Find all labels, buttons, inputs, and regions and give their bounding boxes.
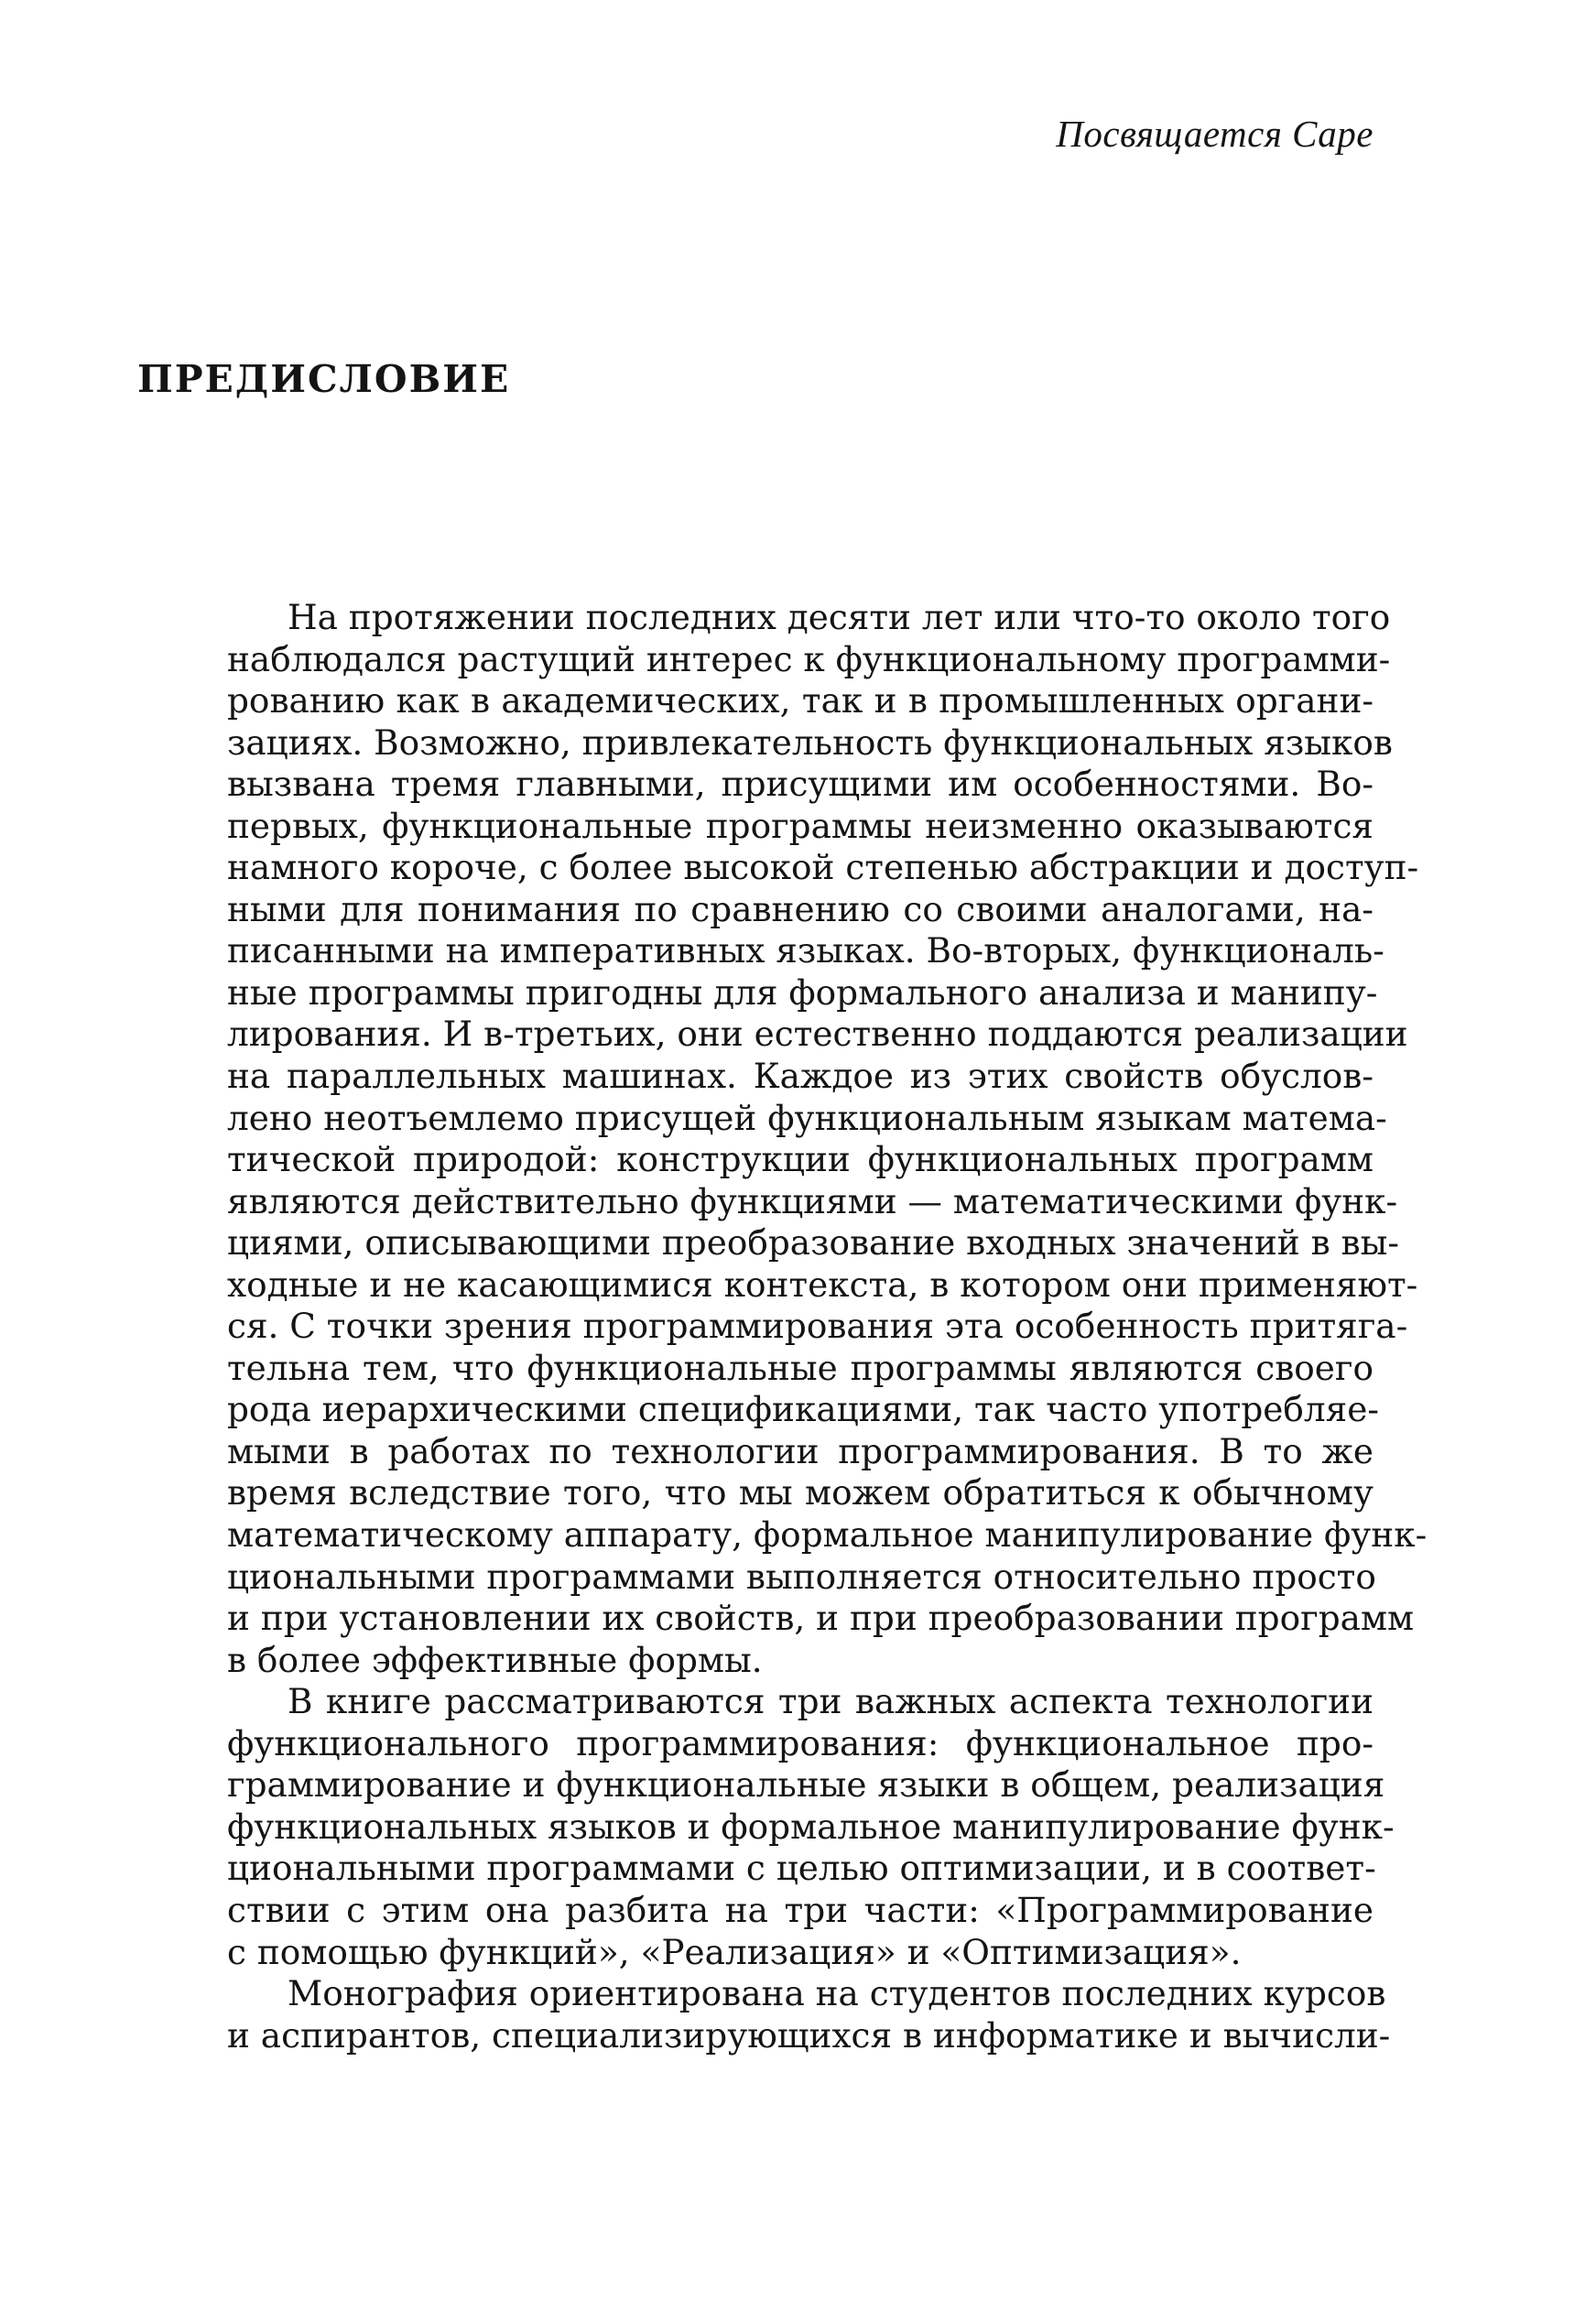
text-line: лирования. И в-третьих, они естественно поддаются реализации <box>227 1014 1408 1055</box>
page-title: ПРЕДИСЛОВИЕ <box>137 357 511 401</box>
dedication: Посвящается Саре <box>1056 113 1373 155</box>
text-line: и при установлении их свойств, и при преобразовании программ <box>227 1598 1415 1639</box>
text-line: рованию как в академических, так и в промышленных органи- <box>227 680 1373 722</box>
text-line: время вследствие того, что мы можем обратиться к обычному <box>227 1472 1373 1514</box>
text-line: математическому аппарату, формальное манипулирование функ- <box>227 1514 1428 1556</box>
text-line: Монография ориентирована на студентов последних курсов <box>288 1973 1386 2014</box>
text-line: на параллельных машинах. Каждое из этих свойств обуслов- <box>227 1056 1373 1097</box>
text-line: тической природой: конструкции функциональных программ <box>227 1139 1373 1180</box>
text-line: На протяжении последних десяти лет или что-то около того <box>288 597 1391 637</box>
text-line: граммирование и функциональные языки в общем, реализация <box>227 1764 1385 1806</box>
paragraph <box>227 1973 1391 2056</box>
text-line: циональными программами с целью оптимизации, и в соответ- <box>227 1848 1376 1889</box>
text-line: зациях. Возможно, привлекательность функциональных языков <box>227 722 1393 763</box>
text-line: первых, функциональные программы неизменно оказываются <box>227 805 1373 846</box>
paragraph <box>227 597 1428 1681</box>
paragraph <box>227 1681 1395 1973</box>
text-line: тельна тем, что функциональные программы являются своего <box>227 1347 1373 1388</box>
text-line: В книге рассматриваются три важных аспекта технологии <box>288 1681 1373 1722</box>
text-line: ные программы пригодны для формального анализа и манипу- <box>227 971 1378 1013</box>
text-line: ными для понимания по сравнению со своими аналогами, на- <box>227 888 1373 929</box>
text-line: лено неотъемлемо присущей функциональным языкам матема- <box>227 1097 1387 1138</box>
text-line: являются действительно функциями — математическими функ- <box>227 1180 1398 1221</box>
body-text <box>227 597 1428 2056</box>
text-line: рода иерархическими спецификациями, так часто употребляе- <box>227 1389 1380 1430</box>
text-line: с помощью функций», «Реализация» и «Оптимизация». <box>227 1931 1242 1972</box>
text-line: наблюдался растущий интерес к функциональному программи- <box>227 638 1391 679</box>
text-line: функциональных языков и формальное манипулирование функ- <box>227 1806 1395 1847</box>
text-line: намного короче, с более высокой степенью абстракции и доступ- <box>227 847 1419 888</box>
text-line: функционального программирования: функциональное про- <box>227 1722 1373 1763</box>
text-line: циональными программами выполняется относительно просто <box>227 1556 1376 1597</box>
text-line: и аспирантов, специализирующихся в информатике и вычисли- <box>227 2014 1391 2056</box>
text-line: ствии с этим она разбита на три части: «Программирование <box>227 1889 1373 1930</box>
text-line: писанными на императивных языках. Во-вторых, функциональ- <box>227 930 1384 971</box>
text-line: ся. С точки зрения программирования эта особенность притяга- <box>227 1306 1408 1347</box>
text-line: мыми в работах по технологии программирования. В то же <box>227 1430 1373 1471</box>
text-line: в более эффективные формы. <box>227 1639 763 1680</box>
text-line: циями, описывающими преобразование входных значений в вы- <box>227 1222 1399 1264</box>
text-line: вызвана тремя главными, присущими им особенностями. Во- <box>227 764 1373 805</box>
text-line: ходные и не касающимися контекста, в котором они применяют- <box>227 1264 1418 1305</box>
